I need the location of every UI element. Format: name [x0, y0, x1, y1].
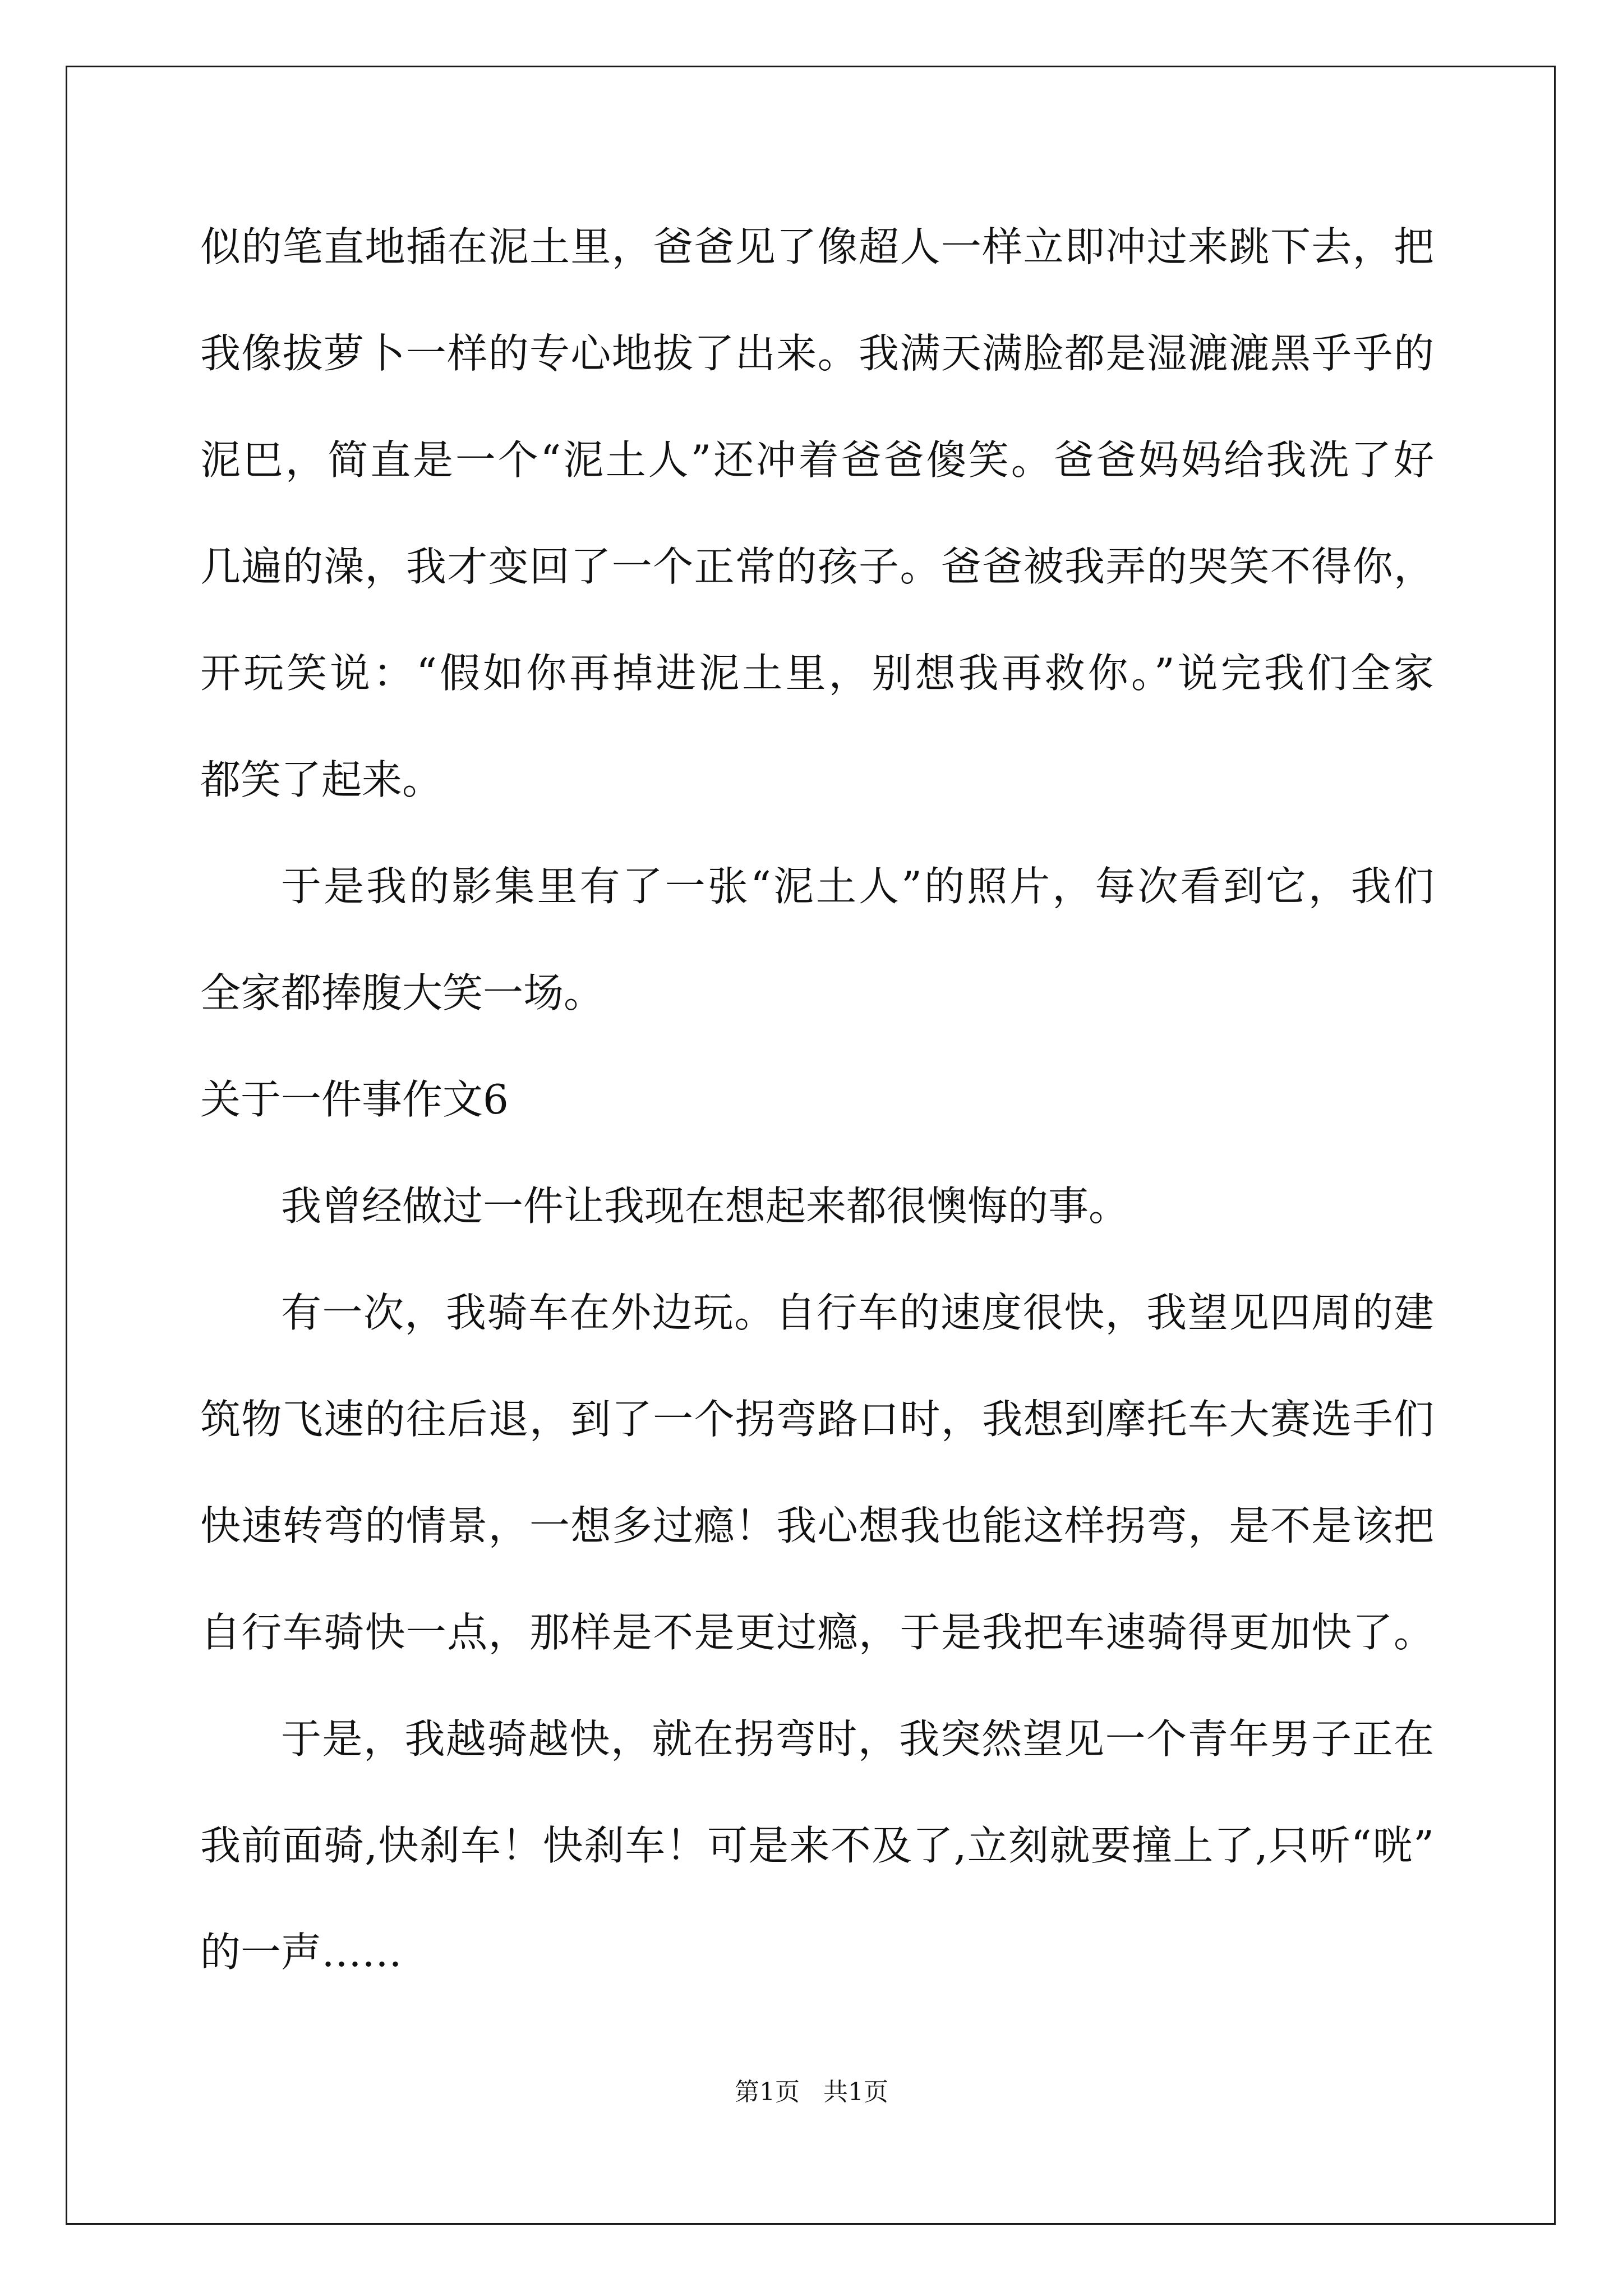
section-heading: 关于一件事作文6	[200, 1076, 509, 1123]
text-line: 于是，我越骑越快，就在拐弯时，我突然望见一个青年男子正在	[281, 1715, 1434, 1763]
text-line: 似的笔直地插在泥土里，爸爸见了像超人一样立即冲过来跳下去，把	[200, 223, 1434, 270]
text-line: 快速转弯的情景，一想多过瘾！我心想我也能这样拐弯，是不是该把	[200, 1502, 1434, 1549]
text-line: 自行车骑快一点，那样是不是更过瘾，于是我把车速骑得更加快了。	[200, 1609, 1434, 1656]
page-border	[66, 66, 1556, 2225]
text-line: 开玩笑说：“假如你再掉进泥土里，别想我再救你。”说完我们全家	[200, 650, 1434, 697]
page-number-footer: 第1页 共1页	[735, 2078, 888, 2106]
text-line: 我曾经做过一件让我现在想起来都很懊悔的事。	[281, 1182, 1129, 1230]
text-line: 都笑了起来。	[200, 756, 443, 803]
text-line: 我像拔萝卜一样的专心地拔了出来。我满天满脸都是湿漉漉黑乎乎的	[200, 330, 1434, 377]
text-line: 有一次，我骑车在外边玩。自行车的速度很快，我望见四周的建	[281, 1289, 1434, 1336]
text-line: 全家都捧腹大笑一场。	[200, 969, 605, 1016]
text-line: 几遍的澡，我才变回了一个正常的孩子。爸爸被我弄的哭笑不得你，	[200, 543, 1434, 590]
text-line: 的一声……	[200, 1929, 403, 1976]
text-line: 于是我的影集里有了一张“泥土人”的照片，每次看到它，我们	[281, 863, 1434, 910]
text-line: 筑物飞速的往后退，到了一个拐弯路口时，我想到摩托车大赛选手们	[200, 1396, 1434, 1443]
text-line: 泥巴，简直是一个“泥土人”还冲着爸爸傻笑。爸爸妈妈给我洗了好	[200, 436, 1434, 484]
text-line: 我前面骑,快刹车！快刹车！可是来不及了,立刻就要撞上了,只听“咣”	[200, 1822, 1434, 1869]
